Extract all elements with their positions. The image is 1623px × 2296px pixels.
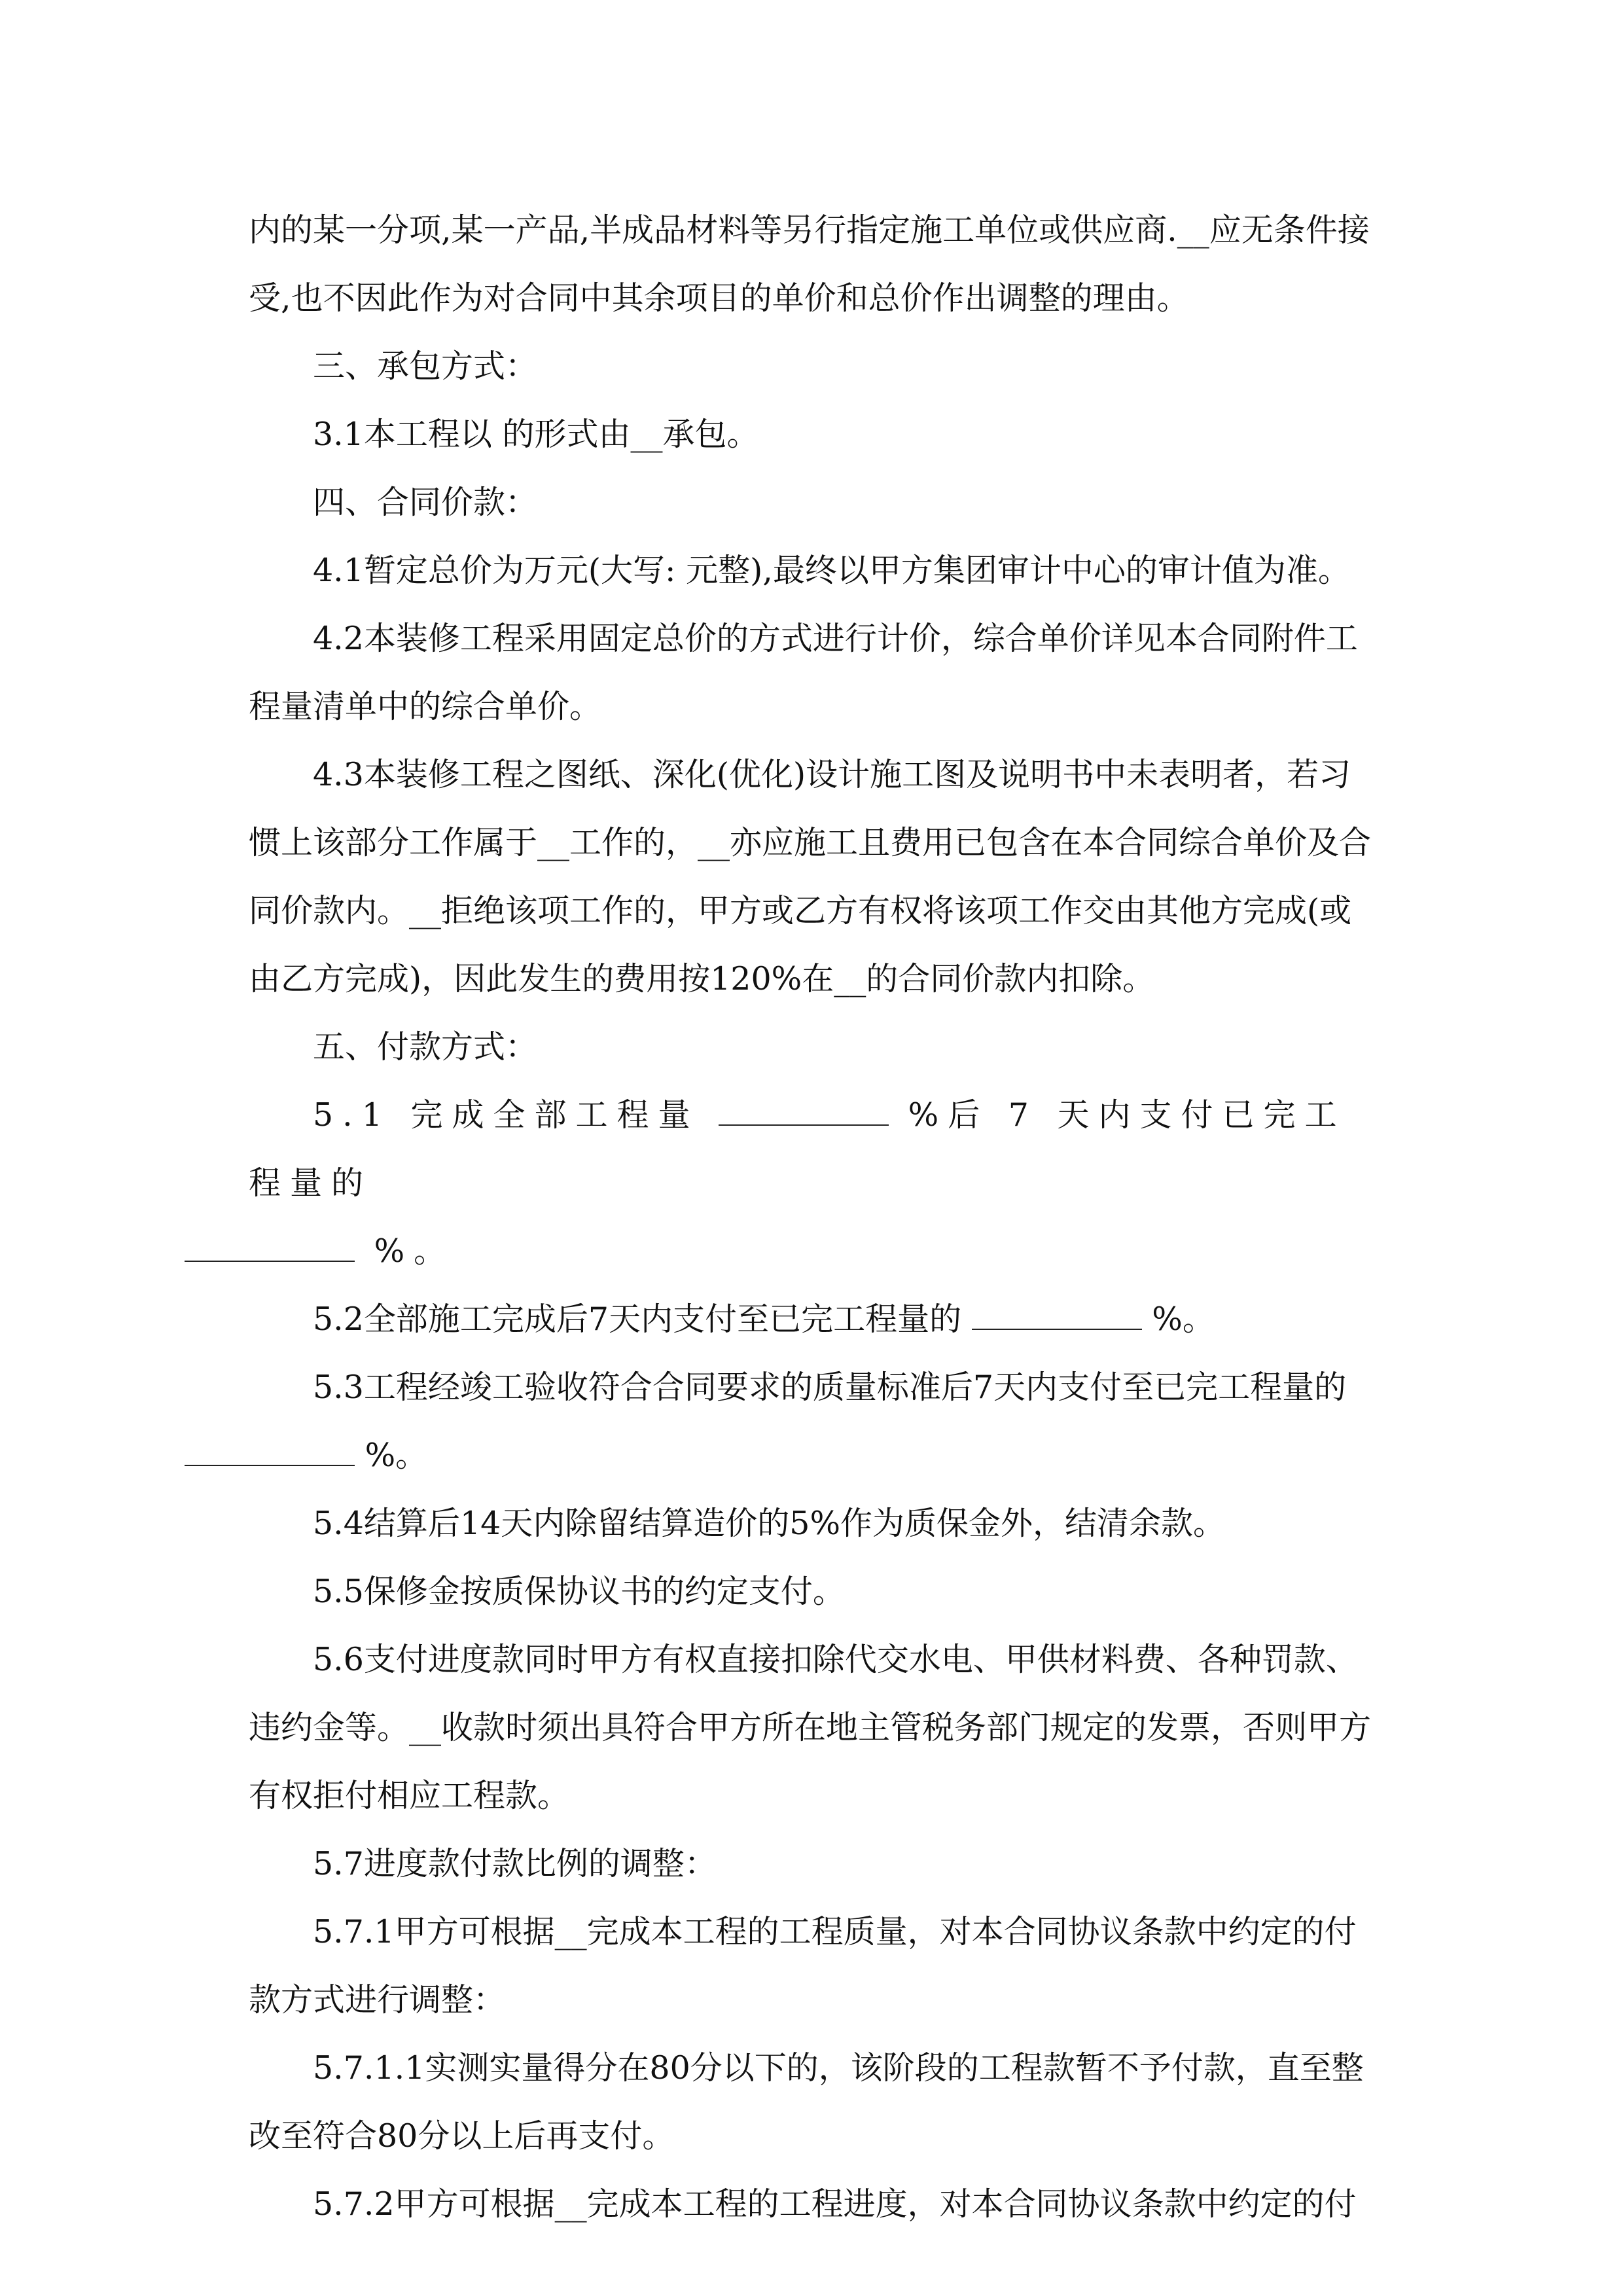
clause-5-7-2: 5.7.2甲方可根据__完成本工程的工程进度，对本合同协议条款中约定的付 bbox=[313, 2185, 1357, 2223]
clause-5-4: 5.4结算后14天内除留结算造价的5%作为质保金外，结清余款。 bbox=[313, 1505, 1226, 1542]
fill-blank-5-1-a[interactable] bbox=[719, 1098, 889, 1126]
clause-5-1 bbox=[249, 1081, 1381, 1285]
clause-5-2-part2: %。 bbox=[1152, 1300, 1215, 1338]
fill-blank-5-3[interactable] bbox=[185, 1439, 355, 1466]
heading-contract-price: 四、合同价款： bbox=[313, 484, 538, 521]
fill-blank-5-2[interactable] bbox=[972, 1302, 1142, 1330]
clause-5-7-1: 5.7.1甲方可根据__完成本工程的工程质量，对本合同协议条款中约定的付款方式进行调整： bbox=[249, 1913, 1357, 2018]
clause-5-1-part1: 5.1 完成全部工程量 bbox=[313, 1096, 700, 1134]
clause-5-7: 5.7进度款付款比例的调整： bbox=[313, 1845, 717, 1882]
clause-5-3-part1: 5.3工程经竣工验收符合合同要求的质量标准后7天内支付至已完工程量的 bbox=[313, 1369, 1347, 1406]
clause-4-2: 4.2本装修工程采用固定总价的方式进行计价，综合单价详见本合同附件工程量清单中的综合单价。 bbox=[249, 620, 1358, 725]
clause-5-3-part2: %。 bbox=[365, 1437, 428, 1474]
clause-4-1: 4.1暂定总价为万元(大写: 元整),最终以甲方集团审计中心的审计值为准。 bbox=[313, 552, 1350, 589]
heading-contract-method: 三、承包方式： bbox=[313, 348, 538, 385]
document-body bbox=[249, 196, 1381, 2238]
clause-5-1-part2: %后 7 天内支付已完工程量的 bbox=[249, 1096, 1346, 1202]
clause-5-1-part3: %。 bbox=[374, 1232, 455, 1270]
fill-blank-5-1-b[interactable] bbox=[185, 1234, 355, 1262]
clause-5-3 bbox=[249, 1354, 1381, 1490]
clause-5-2-part1: 5.2全部施工完成后7天内支付至已完工程量的 bbox=[313, 1300, 962, 1338]
clause-5-2 bbox=[249, 1285, 1381, 1354]
clause-5-6: 5.6支付进度款同时甲方有权直接扣除代交水电、甲供材料费、各种罚款、违约金等。__收款时须出具符合甲方所在地主管税务部门规定的发票，否则甲方有权拒付相应工程款。 bbox=[249, 1641, 1372, 1814]
clause-3-1: 3.1本工程以 的形式由__承包。 bbox=[313, 416, 759, 453]
heading-payment-method: 五、付款方式： bbox=[313, 1028, 538, 1066]
paragraph-continuation: 内的某一分项,某一产品,半成品材料等另行指定施工单位或供应商.__应无条件接受,也不因此作为对合同中其余项目的单价和总价作出调整的理由。 bbox=[249, 211, 1370, 317]
clause-5-5: 5.5保修金按质保协议书的约定支付。 bbox=[313, 1573, 845, 1610]
clause-4-3: 4.3本装修工程之图纸、深化(优化)设计施工图及说明书中未表明者，若习惯上该部分工作属于__工作的，__亦应施工且费用已包含在本合同综合单价及合同价款内。__拒绝该项工作的，甲方或乙方有权将该项工作交由其他方完成(或由乙方完成)，因此发生的费用按120%在__的合同价款内扣除。 bbox=[249, 756, 1372, 997]
clause-5-7-1-1: 5.7.1.1实测实量得分在80分以下的，该阶段的工程款暂不予付款，直至整改至符合80分以上后再支付。 bbox=[249, 2049, 1364, 2155]
